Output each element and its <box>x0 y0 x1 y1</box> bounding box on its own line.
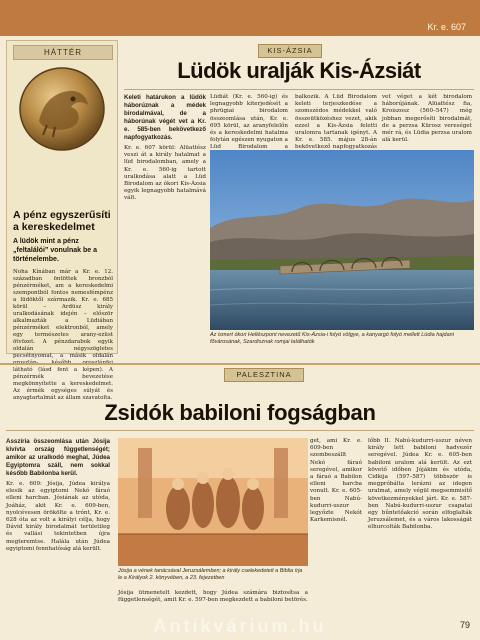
lydia-lead: Keleti határukon a lüdök háborúznak a médek birodalmával, de a háborúnak végét vet a Kr. e. 585-ben bekövetkező napfogyatkozás. <box>124 94 206 141</box>
babylon-column-2-continued: Jósija ütmenetelt kezdett, hogy Júdea számára biztosítsa a függetlenségét, amit Kr. e. 597-ben megkezdett a babiloni betörés. <box>118 590 308 604</box>
section-divider <box>0 363 480 365</box>
babylon-column-3: get, ami Kr. e. 609-ben szembeszállt Nekó fáraó seregével, amikor a fáraó a Babilon elleni harcba vonult. Kr. e. 605-ben Nabú-kudurri-uszur legyőzte Nekót Karkemisnél. <box>310 438 362 524</box>
babylon-column-1 <box>6 438 110 608</box>
lydia-photo-caption: Az ismert ókori Hellészpont nevezetű Kis-Ázsia-i folyó völgye, a kanyargó folyó mellett Lüdia hajdani fővárosának, Szardisznak romjai találhatók <box>210 332 454 345</box>
babylon-headline: Zsidók babiloni fogságban <box>104 400 376 425</box>
antikvarium-watermark: Antikvárium.hu <box>153 616 327 636</box>
josiah-painting <box>118 438 308 566</box>
sidebar-lead: A lüdök mint a pénz „feltalálói” vonulnak be a történelembe. <box>13 238 98 263</box>
lydia-column-1 <box>124 94 206 203</box>
header-bar <box>0 0 480 36</box>
lydia-column-4: vet véget a két birodalom háborújának. Alüattész fia, Kroiszosz (560–547) még jobban megerősíti birodalmát, de a perzsa Kürosz vereséget mér rá, és Lüdia perzsa uralom alá kerül. <box>382 94 472 144</box>
lydia-river-photo <box>210 150 474 330</box>
lydia-text-1: Kr. e. 607 körül: Alüattész veszi át a király hatalmat a lüd birodalomban, amely a Kr. e. 560-ig tartott uralkodása alatt a Lüd Birodalom az ókori Kis-Ázsia egyik legnagyobb hatalmává vált. <box>124 145 206 202</box>
lydia-kicker: KIS-ÁZSIA <box>258 44 322 58</box>
babylon-rule <box>6 430 474 431</box>
sidebar-label: HÁTTÉR <box>13 45 113 60</box>
babylon-kicker: PALESZTINA <box>224 368 304 382</box>
lydia-column-2: Lüdiát (Kr. e. 560-ig) és legnagyobb kiterjedését a phrügiai birodalom összeomlása után, Kr. e. 695 körül, az aranyfelelőn és a kereskedelmi hatalma folytán egészen nyugaton a Lüd Birodalom a <box>210 94 288 151</box>
lydia-headline: Lüdök uralják Kis-Ázsiát <box>177 58 421 83</box>
babylon-column-4: lőbb II. Nabú-kudurri-uszur néven király lett babiloni hadvezér seregével. Júdea Kr. e. 605-ben babiloni uralom alá került. Az ezt követő időben Jójákim és utóda, Cidkija (597–587) többször is megpróbálta lerázni az idegen uralmat, amely végül megsemmisítő következményekkel járt. Kr. e. 587-ben Nabú-kudurri-uszur csapatai egy bűntetőakció során elfoglalták Jeruzsálemet, és a város lakosságát elhurcolták Babilonba. <box>368 438 472 531</box>
timeline-year: Kr. e. 607 <box>427 22 466 32</box>
lydia-column-3: balkozik. A Lüd Birodalom keleti terjeszkedése a szomszédos médekkel való összeütközéshez vezet, akik ezzel a Kis-Ázsia feletti uralomra tartanak igényt. A Kr. e. 585. május 28-án bekövetkező napfogyatkozás <box>295 94 377 151</box>
ancient-coin-icon <box>17 63 107 153</box>
painting-caption: Jósija a vének tanácsával Jeruzsálemben; a király cselekedeteit a Biblia írja le a Királyok 2. könyvében, a 23. fejezetben <box>118 568 303 581</box>
lydia-rule <box>124 89 474 90</box>
sidebar-body: Noha Kínában már a Kr. e. 12. században öntöttek bronzból pénzérméket, am a kereskedelmi szempontból fontos nemesfémpénz a lüdöktől származik. Kr. e. 685 körül – Ardüsz király uralkodásának idején – először alkalmazták a Lüdiában pénzérméket elektronból, amely egy természetes arany-ezüst ötvözet. A pénzdarabok egyik oldalán négyszögletes pecsétnyomat, a másik oldalán látható (lásd fent a képen). A pénzérmék bevezetése megkönnyítette a kereskedelmet. Az érmék egységes súlyát és anyagtartalmát az állam szavatolta. <box>13 269 113 401</box>
babylon-lead: Asszíria összeomlása után Jósija kivívta ország függetlenségét; amikor az uralkodó meghal, Júdea Egyiptomra száll, nem sokkal később Babilonba kerül. <box>6 438 110 477</box>
background-sidebar <box>6 40 118 401</box>
sidebar-title: A pénz egyszerűsíti a kereskedelmet <box>13 209 111 233</box>
page-number: 79 <box>459 620 470 630</box>
babylon-text-1: Kr. e. 609: Jósija, Júdea királya elesik az egyiptomi Nekó fáraó elleni harcban. Jósiának az utóda, Joáház, akit Kr. e. 609-ben, nyolcévesen örökölte a trónt, Kr. e. 628 óta az volt a királyi célja, hogy Dávid király birodalmát területileg és vallási tekintetben újra megteremtse. Halála után Júdea egyiptomi fennhatóság alá került. <box>6 481 110 552</box>
